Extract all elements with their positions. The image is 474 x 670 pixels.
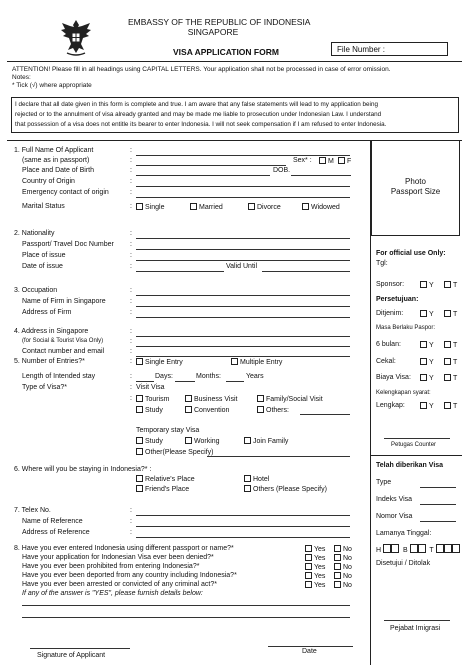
nomor-field[interactable] [420,521,456,522]
sex-male-option[interactable]: M [319,157,334,166]
cekal-y[interactable]: Y [420,358,434,367]
notes-label: Notes: [12,74,31,81]
passport-label: Passport/ Travel Doc Number [22,241,114,248]
address-note: (for Social & Tourist Visa Only) [22,338,104,344]
length-stay-label: Length of Intended stay [22,373,96,380]
entries-label: 5. Number of Entries?* [14,358,85,365]
sponsor-label: Sponsor: [376,281,405,288]
signature-label: Signature of Applicant [37,652,106,659]
firm-name-label: Name of Firm in Singapore [22,298,106,305]
biaya-label: Biaya Visa: [376,374,411,381]
petugas-label: Petugas Counter [391,442,437,448]
checkbox[interactable] [420,374,427,381]
checkbox[interactable] [136,485,143,492]
country-field[interactable] [136,186,350,187]
place-of-birth-field[interactable] [136,175,270,176]
checkbox[interactable] [444,281,451,288]
checkbox[interactable] [136,395,143,402]
place-dob-label: Place and Date of Birth [22,167,94,174]
checkbox[interactable] [305,572,312,579]
checkbox[interactable] [420,281,427,288]
stay-others-option[interactable]: Others (Please Specify) [244,485,327,494]
checkbox[interactable] [305,581,312,588]
checkbox[interactable] [305,545,312,552]
cekal-label: Cekal: [376,358,396,365]
ditjenim-y[interactable]: Y [420,310,434,319]
checkbox[interactable] [334,572,341,579]
checkbox[interactable] [420,341,427,348]
valid-until-label: Valid Until [226,263,257,270]
others-field[interactable] [300,414,350,415]
checkbox[interactable] [231,358,238,365]
lengkap-y[interactable]: Y [420,402,434,411]
q3-no-option[interactable]: No [334,563,352,572]
full-name-field[interactable] [136,155,350,156]
tourism-option[interactable]: Tourism [136,395,170,404]
checkbox[interactable] [185,437,192,444]
if-yes-note: If any of the answer is "YES", please furnish details below: [22,590,203,597]
checkbox[interactable] [444,341,451,348]
marital-widowed-option[interactable]: Widowed [302,203,340,212]
checkbox[interactable] [334,554,341,561]
photo-label: Photo [405,177,426,186]
checkbox[interactable] [244,475,251,482]
checkbox[interactable] [444,310,451,317]
address-field-2[interactable] [136,346,350,347]
persetujuan-label: Persetujuan: [376,296,419,303]
telex-label: 7. Telex No. [14,507,51,514]
date-issue-label: Date of issue [22,263,63,270]
date-issue-field[interactable] [136,271,224,272]
checkbox[interactable] [257,395,264,402]
checkbox[interactable] [185,395,192,402]
valid-until-field[interactable] [262,271,350,272]
lengkap-label: Lengkap: [376,402,405,409]
ref-address-field[interactable] [136,537,350,538]
sex-female-option[interactable]: F [338,157,351,166]
place-issue-label: Place of issue [22,252,66,259]
q3-yes-option[interactable]: Yes [305,563,325,572]
declaration-line: I declare that all date given in this form is complete and true. I am aware that any false statements will lead to my application being [15,101,378,108]
signature-line[interactable] [30,648,130,649]
file-number-label: File Number : [337,45,386,54]
t-digit-box[interactable] [436,544,444,553]
official-divider [371,455,462,456]
other-specify-option[interactable]: Other(Please Specify) [136,448,213,457]
dob-label: DOB. [273,167,291,174]
q1-no-option[interactable]: No [334,545,352,554]
details-field[interactable] [22,605,350,606]
date-label: Date [302,648,317,655]
checkbox[interactable] [444,374,451,381]
years-label: Years [246,373,264,380]
ditjenim-t[interactable]: T [444,310,457,319]
other-specify-field[interactable] [207,456,350,457]
cekal-t[interactable]: T [444,358,457,367]
family-option[interactable]: Family/Social Visit [257,395,323,404]
checkbox[interactable] [338,157,345,164]
address-label: 4. Address in Singapore [14,328,89,335]
details-field-2[interactable] [22,617,350,618]
declaration-line: that possession of a visa does not entitle its bearer to enter Indonesia. I will not seek compensation if I am refused to enter Indonesia. [15,121,387,128]
checkbox[interactable] [305,554,312,561]
ditjenim-label: Ditjenim: [376,310,404,317]
checkbox[interactable] [444,358,451,365]
checkbox[interactable] [444,402,451,409]
checkbox[interactable] [302,203,309,210]
place-issue-field[interactable] [136,260,350,261]
checkbox[interactable] [136,437,143,444]
relatives-option[interactable]: Relative's Place [136,475,195,484]
firm-name-field[interactable] [136,306,350,307]
checkbox[interactable] [305,563,312,570]
country-label: Country of Origin [22,178,75,185]
pejabat-line[interactable] [384,620,450,621]
firm-address-field[interactable] [136,317,350,318]
sex-label: Sex* : [293,157,312,164]
embassy-city: SINGAPORE [187,27,239,37]
question-text: Have your application for Indonesian Visa ever been denied?* [22,554,214,561]
b-digit-box[interactable] [418,544,426,553]
firm-address-label: Address of Firm [22,309,72,316]
biaya-y[interactable]: Y [420,374,434,383]
question-text: Have you ever been deported from any country including Indonesia?* [22,572,237,579]
nationality-label: 2. Nationality [14,230,55,237]
years-field[interactable] [226,381,244,382]
multiple-entry-option[interactable]: Multiple Entry [231,358,282,367]
telex-field[interactable] [136,515,350,516]
h-digit-box[interactable] [383,544,391,553]
others-option[interactable]: Others: [257,406,289,415]
join-family-option[interactable]: Join Family [244,437,288,446]
embassy-name: EMBASSY OF THE REPUBLIC OF INDONESIA [128,17,311,27]
contact-field[interactable] [136,356,350,357]
full-name-label: 1. Full Name Of Applicant [14,147,94,154]
disetujui-label: Disetujui / Ditolak [376,560,431,567]
indeks-label: Indeks Visa [376,496,413,503]
tick-note: * Tick (√) where appropriate [12,82,92,89]
checkbox[interactable] [136,475,143,482]
q5-yes-option[interactable]: Yes [305,581,325,590]
question-text: Have you ever been prohibited from entering Indonesia?* [22,563,200,570]
enam-t[interactable]: T [444,341,457,350]
question-text: Have you ever been arrested or convicted of any criminal act?* [22,581,217,588]
file-number-box[interactable] [331,42,448,56]
q2-yes-option[interactable]: Yes [305,554,325,563]
checkbox[interactable] [334,545,341,552]
marital-divorce-option[interactable]: Divorce [248,203,281,212]
b-digit-box[interactable] [410,544,418,553]
convention-option[interactable]: Convention [185,406,229,415]
checkbox[interactable] [248,203,255,210]
hotel-option[interactable]: Hotel [244,475,269,484]
business-option[interactable]: Business Visit [185,395,237,404]
biaya-t[interactable]: T [444,374,457,383]
occupation-field[interactable] [136,295,350,296]
checkbox[interactable] [136,448,143,455]
t-digit-box[interactable] [444,544,452,553]
ref-name-label: Name of Reference [22,518,83,525]
ref-name-field[interactable] [136,526,350,527]
temp-study-option[interactable]: Study [136,437,163,446]
checkbox[interactable] [190,203,197,210]
header-divider [7,61,462,62]
days-field[interactable] [136,381,154,382]
lengkap-t[interactable]: T [444,402,457,411]
h-digit-box[interactable] [391,544,399,553]
lamanya-label: Lamanya Tinggal: [376,530,432,537]
sponsor-y[interactable]: Y [420,281,434,290]
enam-y[interactable]: Y [420,341,434,350]
photo-label: Passport Size [390,187,441,196]
nationality-field[interactable] [136,238,350,239]
passport-field[interactable] [136,249,350,250]
b-label: B [402,547,408,554]
q4-no-option[interactable]: No [334,572,352,581]
friends-option[interactable]: Friend's Place [136,485,189,494]
kelengkapan-label: Kelengkapan syarat: [376,390,431,396]
t-label: T [429,547,434,554]
address-field[interactable] [136,336,350,337]
enam-label: 6 bulan: [376,341,401,348]
checkbox[interactable] [244,485,251,492]
q4-yes-option[interactable]: Yes [305,572,325,581]
ref-address-label: Address of Reference [22,529,90,536]
months-field[interactable] [175,381,195,382]
checkbox[interactable] [420,402,427,409]
dob-field[interactable] [291,175,351,176]
tgl-label: Tgl: [376,260,388,267]
marital-label: Marital Status [22,203,65,210]
emergency-label: Emergency contact of origin [22,189,109,196]
checkbox[interactable] [136,358,143,365]
h-label: H [376,547,382,554]
pejabat-label: Pejabat Imigrasi [390,625,441,632]
garuda-emblem-icon [58,17,94,57]
q2-no-option[interactable]: No [334,554,352,563]
t-digit-box[interactable] [452,544,460,553]
emergency-field[interactable] [136,197,350,198]
occupation-label: 3. Occupation [14,287,58,294]
checkbox[interactable] [136,406,143,413]
nomor-label: Nomor Visa [376,513,413,520]
stay-duration-boxes [376,544,462,555]
days-label: Days: [155,373,173,380]
type-label: Type [376,479,392,486]
date-line[interactable] [268,646,353,647]
type-field[interactable] [420,487,456,488]
checkbox[interactable] [136,203,143,210]
checkbox[interactable] [257,406,264,413]
photo-box[interactable] [371,140,460,236]
working-option[interactable]: Working [185,437,220,446]
visa-type-label: Type of Visa?* [22,384,68,391]
study-option[interactable]: Study [136,406,163,415]
checkbox[interactable] [244,437,251,444]
indeks-field[interactable] [420,504,456,505]
months-label: Months: [196,373,221,380]
checkbox[interactable] [420,310,427,317]
declaration-box [11,97,459,133]
full-name-field-2[interactable] [136,165,286,166]
official-use-title: For official use Only: [376,250,446,257]
checkbox[interactable] [334,581,341,588]
form-title: VISA APPLICATION FORM [173,47,279,57]
question-text: 8. Have you ever entered Indonesia using different passport or name?* [14,545,234,552]
attention-text: ATTENTION! Please fill in all headings using CAPITAL LETTERS. Your application shall not be processed in case of error omission. [12,66,391,73]
petugas-line[interactable] [384,438,450,439]
checkbox[interactable] [334,563,341,570]
visit-visa-label: Visit Visa [136,384,165,391]
sponsor-t[interactable]: T [444,281,457,290]
q5-no-option[interactable]: No [334,581,352,590]
as-passport-label: (same as in passport) [22,157,90,164]
q1-yes-option[interactable]: Yes [305,545,325,554]
telah-label: Telah diberikan Visa [376,462,444,469]
masa-label: Masa Berlaku Paspor: [376,325,436,331]
single-entry-option[interactable]: Single Entry [136,358,183,367]
declaration-line: rejected or to the annulment of visa already granted and may be made me liable to prosecution under Indonesian Law. I understand [15,111,382,118]
checkbox[interactable] [185,406,192,413]
checkbox[interactable] [420,358,427,365]
temp-stay-label: Temporary stay Visa [136,427,200,434]
marital-single-option[interactable]: Single [136,203,164,212]
checkbox[interactable] [319,157,326,164]
stay-location-label: 6. Where will you be staying in Indonesia?* : [14,466,152,473]
marital-married-option[interactable]: Married [190,203,223,212]
contact-label: Contact number and email [22,348,105,355]
